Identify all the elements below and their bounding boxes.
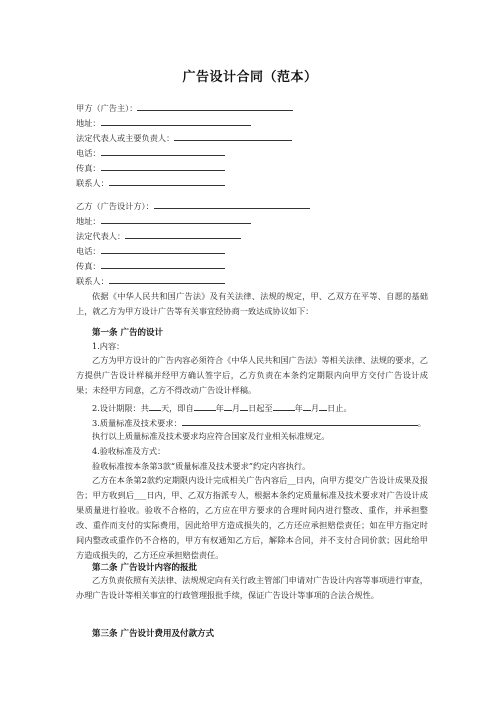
period-start-day-blank: [240, 401, 248, 411]
party-b-name-blank: [154, 199, 310, 209]
quality-end: 。: [417, 418, 426, 428]
party-b-rep-blank: [125, 229, 241, 239]
period-label-g: 月: [310, 403, 320, 413]
party-a-address-line: [76, 116, 251, 129]
article-3-heading: 第三条 广告设计费用及付款方式: [92, 629, 214, 639]
article-1-content-label: 1.内容：: [92, 341, 125, 351]
party-a-contact-label: 联系人：: [76, 178, 109, 188]
period-days-blank: [149, 401, 161, 411]
acceptance-paragraph: 乙方在本条第2款约定期限内设计完成相关广告内容后__日内，向甲方提交广告设计成果及报告；甲方收到后___日内，甲、乙双方指派专人，根据本条约定质量标准及技术要求对广告设计成果质量进行验收。验收不合格的，乙方应在甲方要求的合理时间内进行整改、重作，并承担整改、重作而支付的实际费用，因此给甲方造成损失的，乙方还应承担赔偿责任；如在甲方指定时间内整改或重作仍不合格的，甲方有权通知乙方后，解除本合同，并不支付合同价款；因此给甲方造成损失的，乙方还应承担赔偿责任。: [76, 475, 428, 560]
period-start-year-blank: [194, 401, 216, 411]
party-b-fax-line: [76, 259, 225, 272]
party-a-fax-blank: [101, 161, 225, 171]
period-end-day-blank: [319, 401, 327, 411]
party-b-fax-label: 传真：: [76, 261, 101, 271]
party-b-phone-blank: [101, 244, 225, 254]
party-a-contact-blank: [109, 176, 225, 186]
party-b-address-line: [76, 214, 251, 227]
acceptance-label: 4.验收标准及方式：: [92, 446, 166, 456]
document-title: 广告设计合同（范本）: [182, 70, 318, 85]
period-end-month-blank: [303, 401, 311, 411]
party-a-address-blank: [101, 116, 251, 126]
party-a-contact-line: [76, 176, 225, 189]
period-start-month-blank: [224, 401, 232, 411]
article-2-heading: 第二条 广告设计内容的报批: [92, 563, 197, 573]
party-b-name-label: 乙方（广告设计方）：: [76, 201, 154, 211]
party-b-address-blank: [101, 214, 251, 224]
period-label-h: 日止。: [327, 403, 352, 413]
article-1-heading: 第一条 广告的设计: [92, 328, 163, 338]
party-a-phone-line: [76, 146, 225, 159]
party-a-phone-blank: [101, 146, 225, 156]
period-label-d: 月: [231, 403, 241, 413]
party-b-contact-blank: [109, 274, 225, 284]
acceptance-standard: 验收标准按本条第3款“质量标准及技术要求”约定内容执行。: [92, 461, 311, 471]
party-a-name-blank: [137, 101, 293, 111]
party-a-name-line: [76, 101, 293, 114]
party-a-address-label: 地址：: [76, 118, 101, 128]
period-label-e: 日起至: [248, 403, 273, 413]
party-b-contact-line: [76, 274, 225, 287]
party-b-contact-label: 联系人：: [76, 276, 109, 286]
article-1-content-paragraph: 乙方为甲方设计的广告内容必须符合《中华人民共和国广告法》等相关法律、法规的要求，乙方提供广告设计样稿并经甲方确认签字后，乙方负责在本条约定期限内向甲方交付广告设计成果；未经甲方同意，乙方不得改动广告设计样稿。: [76, 355, 428, 395]
period-label-f: 年: [294, 403, 303, 413]
party-b-name-line: [76, 199, 310, 212]
party-a-fax-line: [76, 161, 225, 174]
party-b-phone-line: [76, 244, 225, 257]
quality-standard-line: [92, 416, 426, 429]
party-b-fax-blank: [101, 259, 225, 269]
quality-label: 3.质量标准及技术要求：: [92, 418, 182, 428]
period-label-c: 年: [215, 403, 224, 413]
period-label-b: 天，即自: [160, 403, 194, 413]
party-a-rep-blank: [174, 131, 292, 141]
party-a-rep-line: [76, 131, 292, 144]
period-end-year-blank: [273, 401, 295, 411]
intro-paragraph: 依据《中华人民共和国广告法》及有关法律、法规的规定，甲、乙双方在平等、自愿的基础上，就乙方为甲方设计广告等有关事宜经协商一致达成协议如下：: [76, 291, 428, 316]
party-a-fax-label: 传真：: [76, 163, 101, 173]
party-a-phone-label: 电话：: [76, 148, 101, 158]
party-a-rep-label: 法定代表人或主要负责人：: [76, 133, 175, 143]
party-b-address-label: 地址：: [76, 216, 101, 226]
quality-note: 执行以上质量标准及技术要求均应符合国家及行业相关标准规定。: [92, 431, 330, 441]
period-label-a: 2.设计期限：共: [92, 403, 149, 413]
article-2-paragraph: 乙方负责依照有关法律、法规规定向有关行政主管部门申请对广告设计内容等事项进行审查，办理广告设计等相关事宜的行政管理报批手续，保证广告设计等事项的合法合规性。: [76, 575, 428, 600]
party-b-rep-label: 法定代表人：: [76, 231, 126, 241]
party-b-phone-label: 电话：: [76, 246, 101, 256]
party-a-name-label: 甲方（广告主）：: [76, 103, 138, 113]
design-period-line: [92, 401, 352, 414]
party-b-rep-line: [76, 229, 241, 242]
quality-blank: [182, 416, 418, 426]
